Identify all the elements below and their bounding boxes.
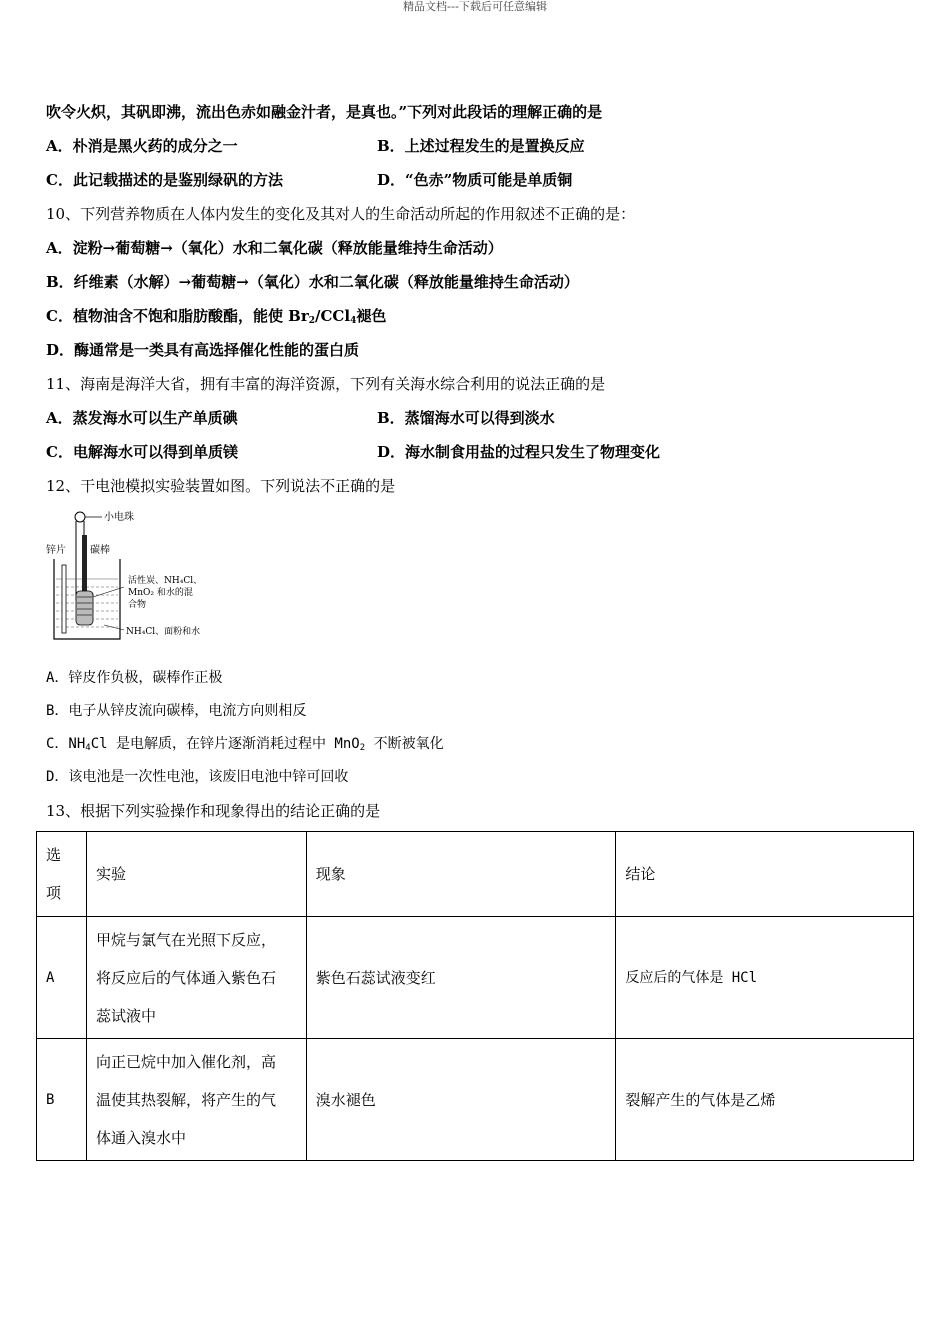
q12-option-d: D．该电池是一次性电池，该废旧电池中锌可回收 bbox=[46, 769, 349, 785]
mixture-label-3: 合物 bbox=[128, 600, 147, 610]
row-phenomenon: 紫色石蕊试液变红 bbox=[306, 917, 616, 1039]
header-conclusion: 结论 bbox=[616, 832, 914, 917]
q9-option-a: A．朴消是黑火药的成分之一 bbox=[46, 137, 238, 155]
q9-option-d: D．“色赤”物质可能是单质铜 bbox=[377, 171, 573, 189]
q11-option-d: D．海水制食用盐的过程只发生了物理变化 bbox=[377, 443, 661, 461]
row-option: A bbox=[37, 917, 87, 1039]
q11-stem: 11、海南是海洋大省，拥有丰富的海洋资源，下列有关海水综合利用的说法正确的是 bbox=[46, 375, 606, 393]
row-experiment: 向正已烷中加入催化剂，高 温使其热裂解，将产生的气 体通入溴水中 bbox=[86, 1039, 306, 1161]
q9-stem-tail: 吹令火炽，其矾即沸，流出色赤如融金汁者，是真也。”下列对此段话的理解正确的是 bbox=[46, 103, 603, 121]
bulb-label: 小电珠 bbox=[104, 512, 134, 523]
zinc-sheet bbox=[62, 565, 66, 633]
table-header-row bbox=[37, 832, 914, 917]
q12-option-b: B．电子从锌皮流向碳棒，电流方向则相反 bbox=[46, 703, 307, 719]
carbon-label: 碳棒 bbox=[90, 545, 110, 556]
page-header: 精品文档---下载后可任意编辑 bbox=[403, 0, 547, 13]
zinc-label: 锌片 bbox=[46, 545, 66, 556]
results-table bbox=[36, 831, 914, 1161]
q12-option-a: A．锌皮作负极，碳棒作正极 bbox=[46, 670, 223, 686]
row-option: B bbox=[37, 1039, 87, 1161]
bulb-icon bbox=[75, 512, 85, 522]
q9-option-b: B．上述过程发生的是置换反应 bbox=[377, 137, 585, 155]
q13-stem: 13、根据下列实验操作和现象得出的结论正确的是 bbox=[46, 802, 381, 820]
table-row bbox=[37, 917, 914, 1039]
q9-option-c: C．此记载描述的是鉴别绿矾的方法 bbox=[46, 171, 283, 189]
paste-label: NH₄Cl、面粉和水 bbox=[126, 627, 201, 637]
q11-option-a: A．蒸发海水可以生产单质碘 bbox=[46, 409, 238, 427]
q10-stem: 10、下列营养物质在人体内发生的变化及其对人的生命活动所起的作用叙述不正确的是： bbox=[46, 205, 636, 223]
q10-option-b: B．纤维素（水解）→葡萄糖→（氧化）水和二氧化碳（释放能量维持生命活动） bbox=[46, 273, 579, 291]
q10-option-c: C．植物油含不饱和脂肪酸酯，能使 $Br_2/CCl_4$褪色 bbox=[46, 307, 387, 326]
mixture-label-2: MnO₂ 和水的混 bbox=[128, 588, 193, 598]
row-experiment: 甲烷与氯气在光照下反应， 将反应后的气体通入紫色石 蕊试液中 bbox=[86, 917, 306, 1039]
header-phenomenon: 现象 bbox=[306, 832, 616, 917]
row-conclusion: 反应后的气体是 HCl bbox=[616, 917, 914, 1039]
q12-option-c: C．$NH_4Cl$ 是电解质，在锌片逐渐消耗过程中 MnO$_2$ 不断被氧化 bbox=[46, 736, 444, 753]
q11-option-b: B．蒸馏海水可以得到淡水 bbox=[377, 409, 555, 427]
row-phenomenon: 溴水褪色 bbox=[306, 1039, 616, 1161]
table-row bbox=[37, 1039, 914, 1161]
q11-option-c: C．电解海水可以得到单质镁 bbox=[46, 443, 238, 461]
dry-cell-diagram bbox=[44, 505, 264, 650]
mixture-label-1: 活性炭、NH₄Cl、 bbox=[128, 576, 203, 586]
row-conclusion: 裂解产生的气体是乙烯 bbox=[616, 1039, 914, 1161]
mixture-bag bbox=[76, 591, 93, 625]
q10-option-a: A．淀粉→葡萄糖→（氧化）水和二氧化碳（释放能量维持生命活动） bbox=[46, 239, 503, 257]
header-experiment: 实验 bbox=[86, 832, 306, 917]
q10-option-d: D．酶通常是一类具有高选择催化性能的蛋白质 bbox=[46, 341, 360, 359]
q12-stem: 12、干电池模拟实验装置如图。下列说法不正确的是 bbox=[46, 477, 396, 495]
header-option: 选 项 bbox=[37, 832, 87, 917]
